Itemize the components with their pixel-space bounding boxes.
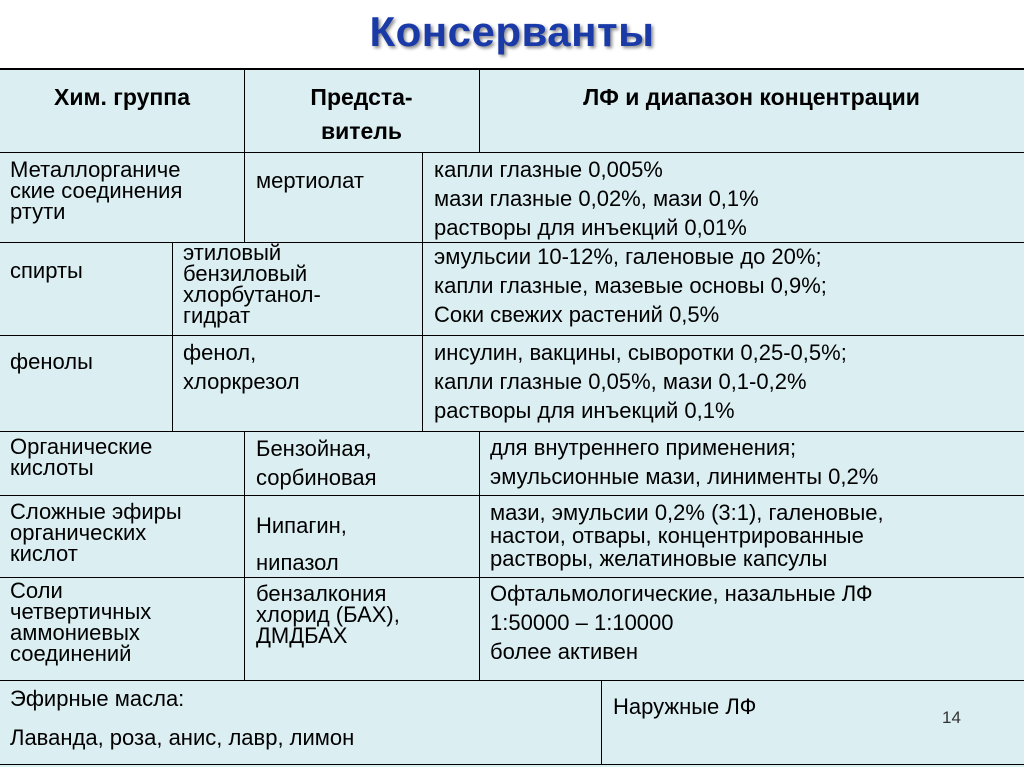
last-row-forms: Наружные ЛФ (613, 694, 757, 719)
row3-forms: инсулин, вакцины, сыворотки 0,25-0,5%; капли глазные 0,05%, мази 0,1-0,2% растворы для инъекций 0,1% (434, 340, 847, 423)
row-divider (0, 680, 1024, 681)
header-forms-concentration: ЛФ и диапазон концентрации (583, 84, 920, 110)
page-title: Консерванты (369, 8, 655, 55)
last-row-examples: Лаванда, роза, анис, лавр, лимон (10, 725, 355, 750)
row-divider (0, 431, 1024, 432)
row-divider (0, 495, 1024, 496)
row5-representative: Нипагин, нипазол (256, 513, 347, 575)
row5-group: Сложные эфиры органических кислот (10, 499, 182, 566)
column-divider (601, 680, 602, 764)
preservatives-table (0, 68, 1024, 767)
row2-group: спирты (10, 258, 83, 283)
row3-group: фенолы (10, 349, 93, 374)
column-divider (172, 242, 173, 431)
row-divider (0, 335, 1024, 336)
row6-representative: бензалкония хлорид (БАХ), ДМДБАХ (256, 581, 400, 648)
row-divider (0, 764, 1024, 765)
row-divider (0, 152, 1024, 153)
row6-forms: Офтальмологические, назальные ЛФ 1:50000 – 1:10000 более активен (490, 581, 873, 664)
row1-forms: капли глазные 0,005% мази глазные 0,02%, мази 0,1% растворы для инъекций 0,01% (434, 157, 759, 240)
row4-group: Органические кислоты (10, 434, 153, 480)
row4-representative: Бензойная, сорбиновая (256, 436, 377, 490)
header-representative: Предста- витель (310, 84, 413, 144)
column-divider (422, 152, 423, 431)
row6-group: Соли четвертичных аммониевых соединений (10, 578, 152, 666)
row4-forms: для внутреннего применения; эмульсионные мази, линименты 0,2% (490, 435, 879, 489)
row5-forms: мази, эмульсии 0,2% (3:1), галеновые, настои, отвары, концентрированные растворы, желатиновые капсулы (490, 500, 884, 571)
column-divider (479, 431, 480, 680)
last-row-group: Эфирные масла: (10, 686, 185, 711)
page-number: 14 (942, 708, 961, 727)
header-chem-group: Хим. группа (54, 84, 190, 110)
row1-group: Металлорганиче ские соединения ртути (10, 157, 183, 224)
row-divider (0, 577, 1024, 578)
row3-representative: фенол, хлоркрезол (183, 340, 300, 394)
row1-representative: мертиолат (256, 168, 364, 193)
column-divider (244, 431, 245, 680)
row2-representative: этиловый бензиловый хлорбутанол- гидрат (183, 240, 321, 328)
row2-forms: эмульсии 10-12%, галеновые до 20%; капли глазные, мазевые основы 0,9%; Соки свежих растений 0,5% (434, 244, 827, 327)
